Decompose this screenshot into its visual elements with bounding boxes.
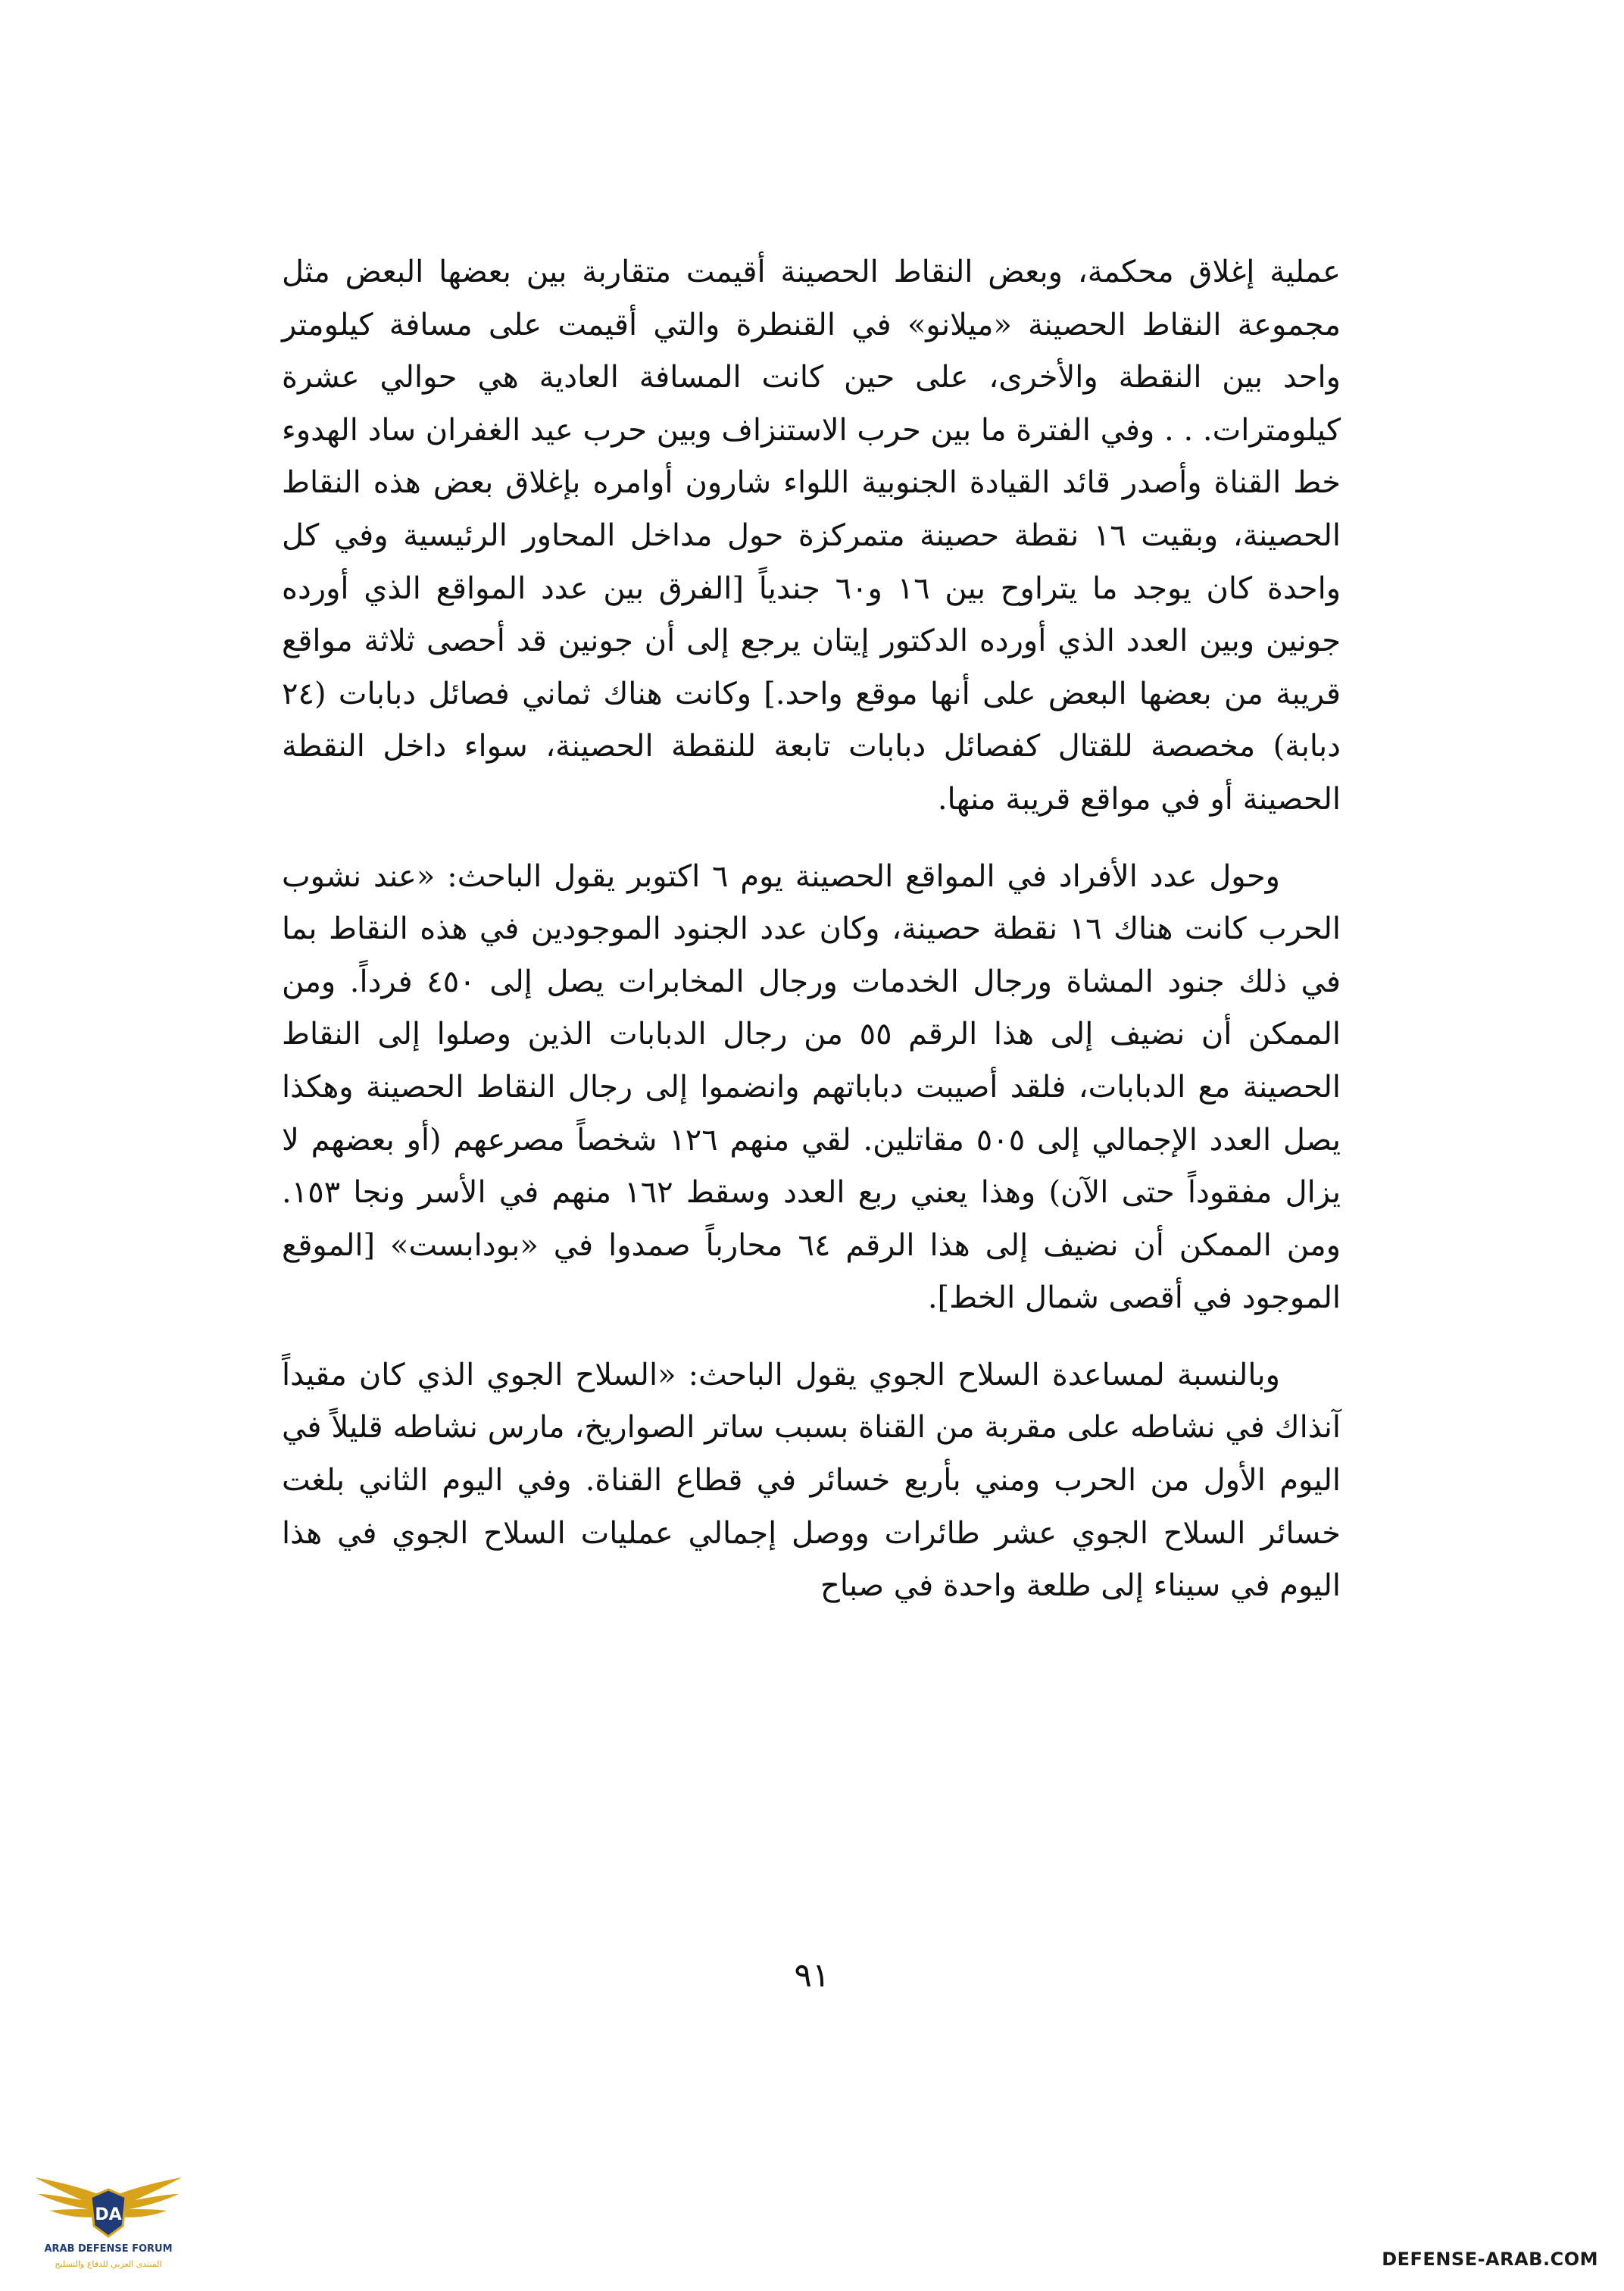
paragraph-3: وبالنسبة لمساعدة السلاح الجوي يقول الباحث: «السلاح الجوي الذي كان مقيداً آنذاك في نشاطه على مقربة من القناة بسبب ساتر الصواريخ، مارس نشاطه قليلاً في اليوم الأول من الحرب ومني بأربع خسائر في قطاع القناة. وفي اليوم الثاني بلغت خسائر السلاح الجوي عشر طائرات ووصل إجمالي عمليات السلاح الجوي في هذا اليوم في سيناء إلى طلعة واحدة في صباح [282,1357,1341,1604]
arab-defense-forum-logo [29,2167,188,2280]
paragraph-1: عملية إغلاق محكمة، وبعض النقاط الحصينة أقيمت متقاربة بين بعضها البعض مثل مجموعة النقاط الحصينة «ميلانو» في القنطرة والتي أقيمت على مسافة كيلومتر واحد بين النقطة والأخرى، على حين كانت المسافة العادية هي حوالي عشرة كيلومترات. . . وفي الفترة ما بين حرب الاستنزاف وبين حرب عيد الغفران ساد الهدوء خط القناة وأصدر قائد القيادة الجنوبية اللواء شارون أوامره بإغلاق بعض هذه النقاط الحصينة، وبقيت ١٦ نقطة حصينة متمركزة حول مداخل المحاور الرئيسية وفي كل واحدة كان يوجد ما يتراوح بين ١٦ و٦٠ جندياً [الفرق بين عدد المواقع الذي أورده جونين وبين العدد الذي أورده الدكتور إيتان يرجع إلى أن جونين قد أحصى ثلاثة مواقع قريبة من بعضها البعض على أنها موقع واحد.] وكانت هناك ثماني فصائل دبابات (٢٤ دبابة) مخصصة للقتال كفصائل دبابات تابعة للنقطة الحصينة، سواء داخل النقطة الحصينة أو في مواقع قريبة منها. [282,255,1341,817]
body-text [282,246,1341,1613]
watermark-site-url: DEFENSE-ARAB.COM [1382,2249,1598,2270]
svg-text:المنتدى العربي للدفاع والتسليح: المنتدى العربي للدفاع والتسليح [55,2259,162,2269]
paragraph-2: وحول عدد الأفراد في المواقع الحصينة يوم ٦ اكتوبر يقول الباحث: «عند نشوب الحرب كانت هناك ١٦ نقطة حصينة، وكان عدد الجنود الموجودين في هذه النقاط بما في ذلك جنود المشاة ورجال الخدمات ورجال المخابرات يصل إلى ٤٥٠ فرداً. ومن الممكن أن نضيف إلى هذا الرقم ٥٥ من رجال الدبابات الذين وصلوا إلى النقاط الحصينة مع الدبابات، فلقد أصيبت دباباتهم وانضموا إلى رجال النقاط الحصينة وهكذا يصل العدد الإجمالي إلى ٥٠٥ مقاتلين. لقي منهم ١٢٦ شخصاً مصرعهم (أو بعضهم لا يزال مفقوداً حتى الآن) وهذا يعني ربع العدد وسقط ١٦٢ منهم في الأسر ونجا ١٥٣. ومن الممكن أن نضيف إلى هذا الرقم ٦٤ محارباً صمدوا في «بودابست» [الموقع الموجود في أقصى شمال الخط]. [282,858,1341,1316]
svg-text:ARAB DEFENSE FORUM: ARAB DEFENSE FORUM [44,2243,173,2255]
svg-text:DA: DA [95,2205,122,2224]
eagle-wings-icon [29,2167,188,2280]
page-number: ٩١ [794,1956,830,1995]
